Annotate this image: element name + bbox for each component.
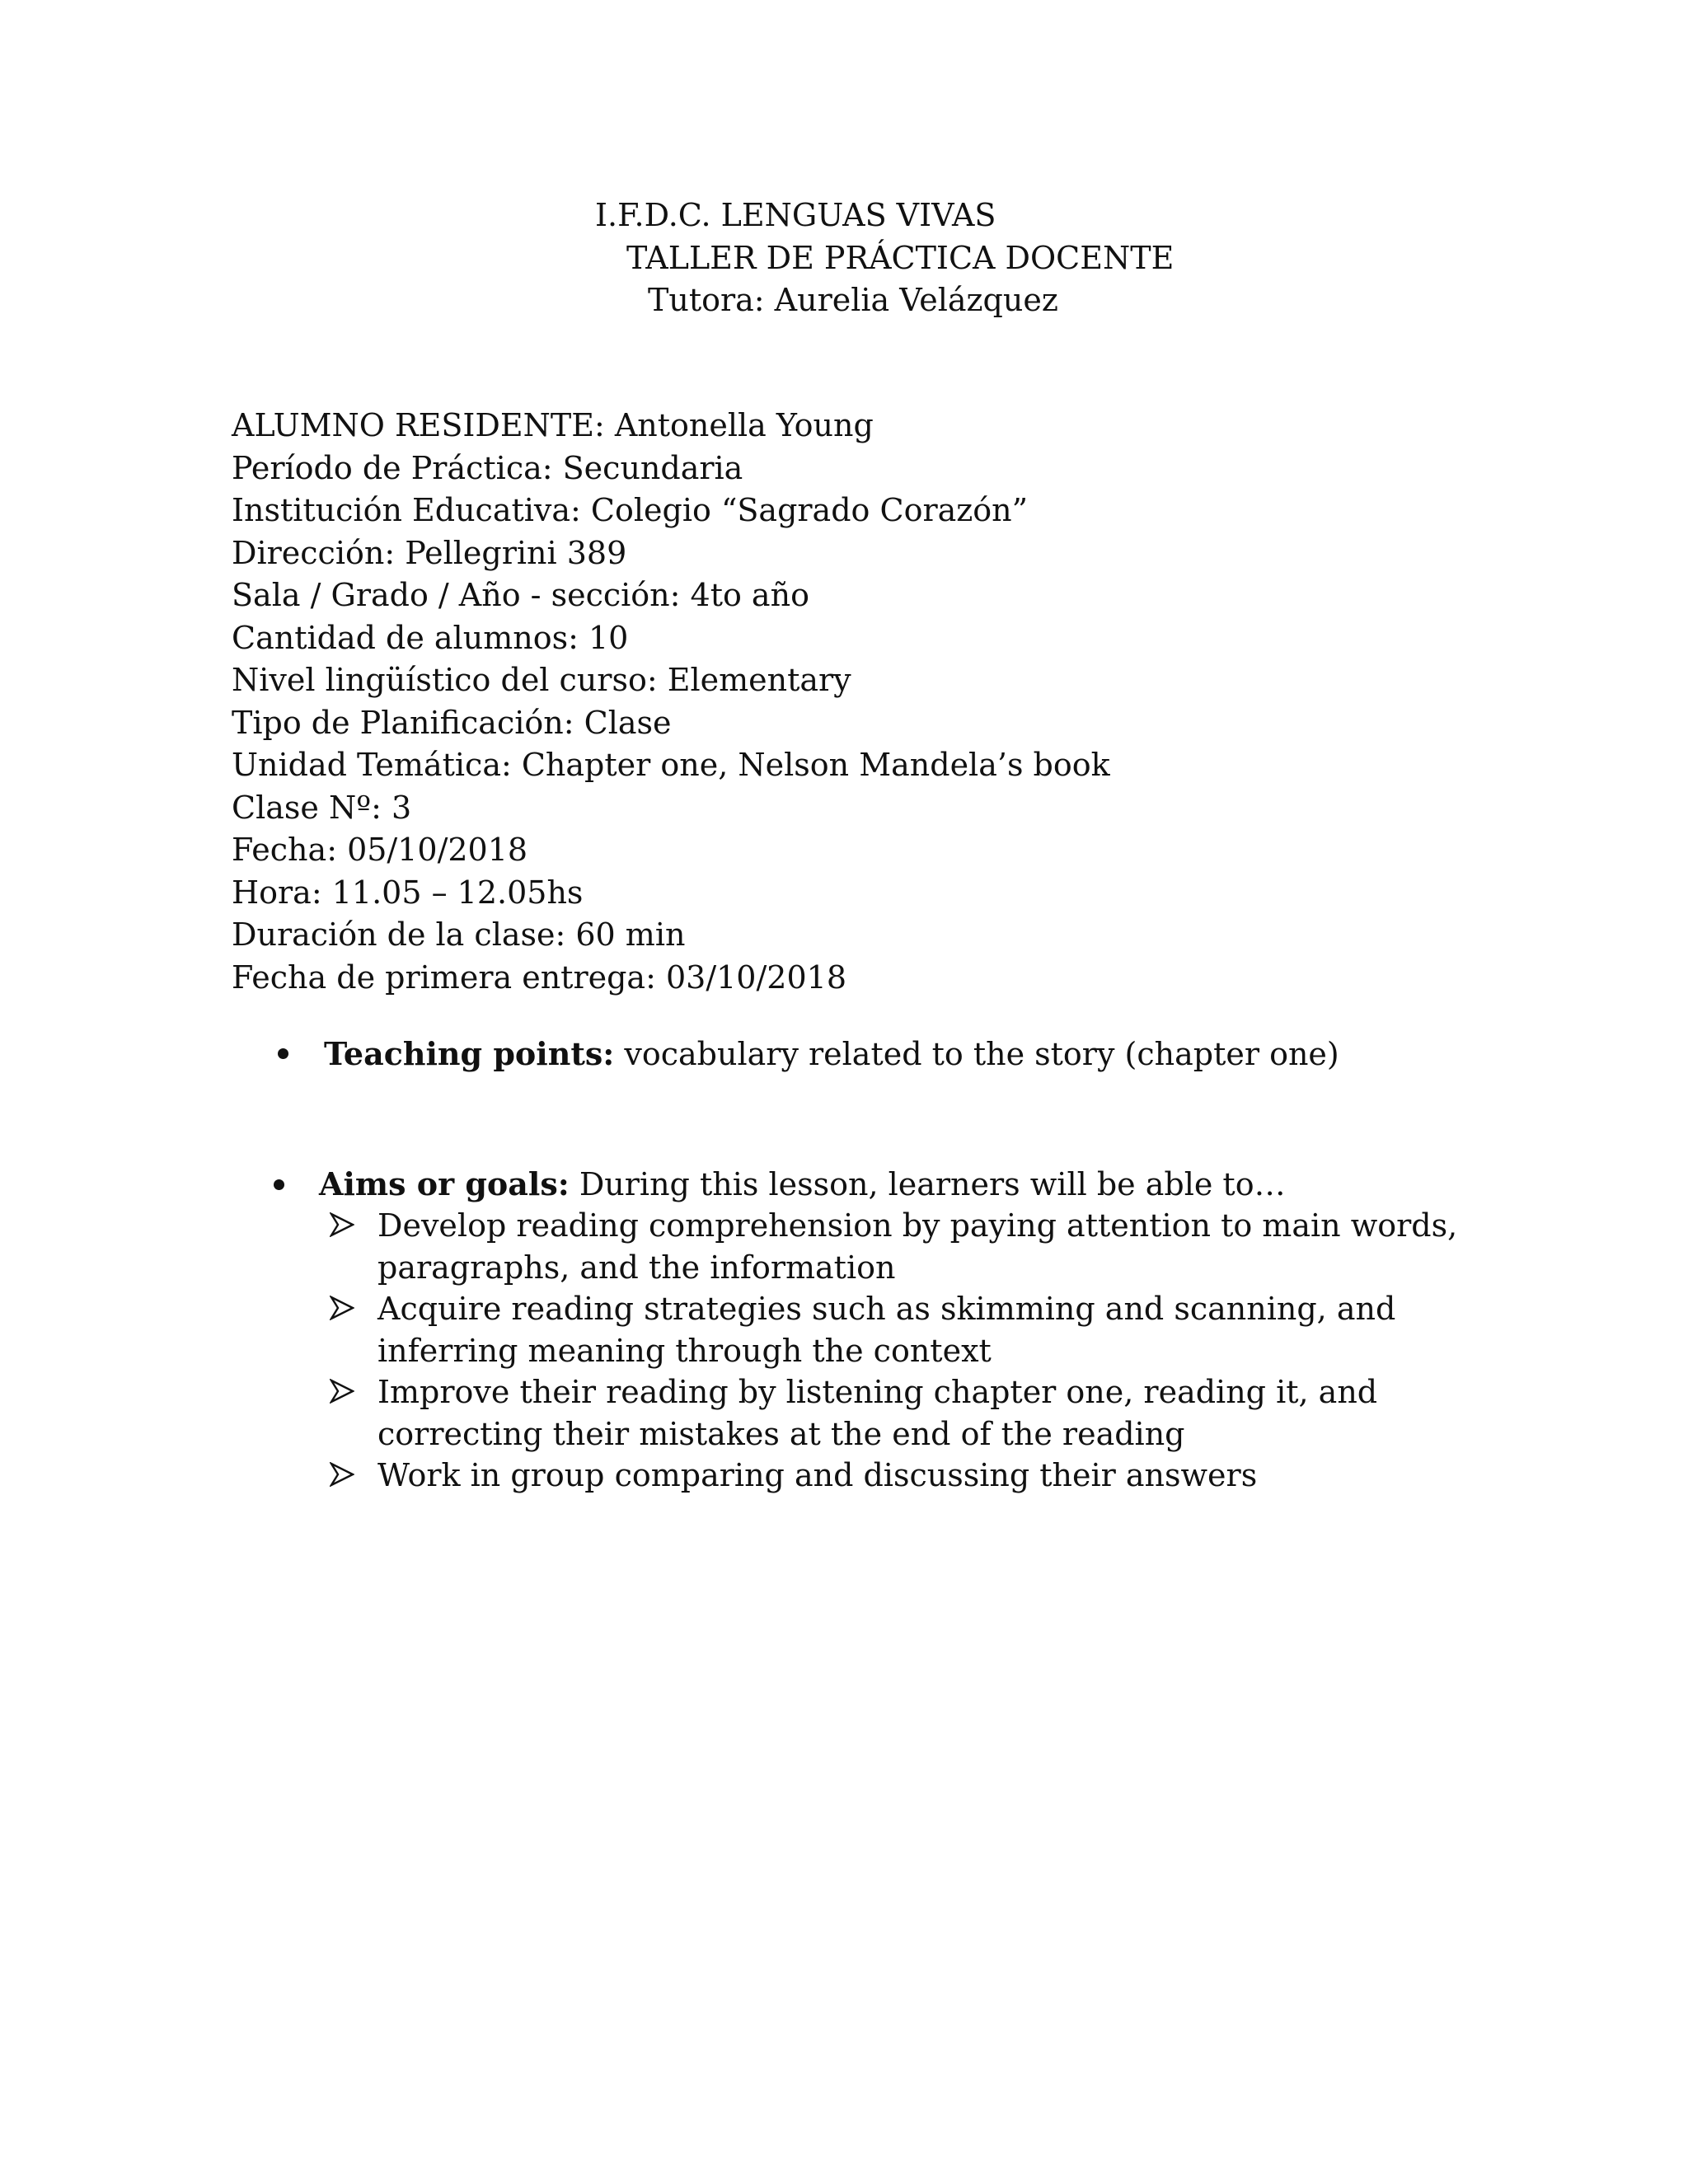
info-date: Fecha: 05/10/2018 — [232, 832, 528, 868]
aims-heading — [319, 1163, 1286, 1206]
aim-item — [330, 1455, 1531, 1497]
info-student: ALUMNO RESIDENTE: Antonella Young — [232, 407, 874, 443]
info-level: Nivel lingüístico del curso: Elementary — [232, 662, 851, 698]
info-plan-type: Tipo de Planificación: Clase — [232, 704, 672, 741]
aim-item — [330, 1371, 1531, 1455]
info-unit: Unidad Temática: Chapter one, Nelson Mandela’s book — [232, 747, 1110, 783]
info-grade: Sala / Grado / Año - sección: 4to año — [232, 577, 809, 613]
teaching-points — [324, 1033, 1339, 1076]
arrowhead-bullet-icon — [330, 1296, 354, 1320]
info-time: Hora: 11.05 – 12.05hs — [232, 874, 584, 911]
info-first-delivery: Fecha de primera entrega: 03/10/2018 — [232, 958, 846, 996]
arrowhead-bullet-icon — [330, 1212, 354, 1237]
aim-text: Improve their reading by listening chapter one, reading it, and — [377, 1374, 1378, 1410]
info-institution: Institución Educativa: Colegio “Sagrado Corazón” — [232, 492, 1029, 528]
bullet-icon — [274, 1179, 284, 1190]
workshop-title: TALLER DE PRÁCTICA DOCENTE — [626, 240, 1175, 276]
teaching-points-text: vocabulary related to the story (chapter one) — [614, 1036, 1339, 1072]
aim-text: paragraphs, and the information — [377, 1249, 896, 1286]
aim-item — [330, 1288, 1531, 1371]
arrowhead-bullet-icon — [330, 1462, 354, 1487]
aim-text: Acquire reading strategies such as skimming and scanning, and — [377, 1291, 1396, 1327]
aim-text: correcting their mistakes at the end of the reading — [377, 1415, 1185, 1452]
aim-text: Work in group comparing and discussing their answers — [377, 1457, 1258, 1493]
aims-list — [330, 1205, 1531, 1497]
tutor-line: Tutora: Aurelia Velázquez — [648, 282, 1058, 318]
info-student-count: Cantidad de alumnos: 10 — [232, 619, 629, 656]
aim-item — [330, 1205, 1531, 1288]
teaching-points-label: Teaching points: — [324, 1035, 615, 1072]
institution-title: I.F.D.C. LENGUAS VIVAS — [595, 197, 996, 233]
info-address: Dirección: Pellegrini 389 — [232, 534, 627, 571]
aims-label: Aims or goals: — [319, 1165, 570, 1202]
info-duration: Duración de la clase: 60 min — [232, 916, 686, 953]
info-list — [232, 405, 1110, 999]
arrowhead-bullet-icon — [330, 1379, 354, 1404]
info-period: Período de Práctica: Secundaria — [232, 449, 743, 486]
info-class-number: Clase Nº: 3 — [232, 789, 412, 826]
bullet-icon — [278, 1048, 288, 1059]
aim-text: inferring meaning through the context — [377, 1332, 992, 1369]
aim-text: Develop reading comprehension by paying attention to main words, — [377, 1207, 1458, 1244]
aims-intro: During this lesson, learners will be able to… — [569, 1166, 1286, 1202]
